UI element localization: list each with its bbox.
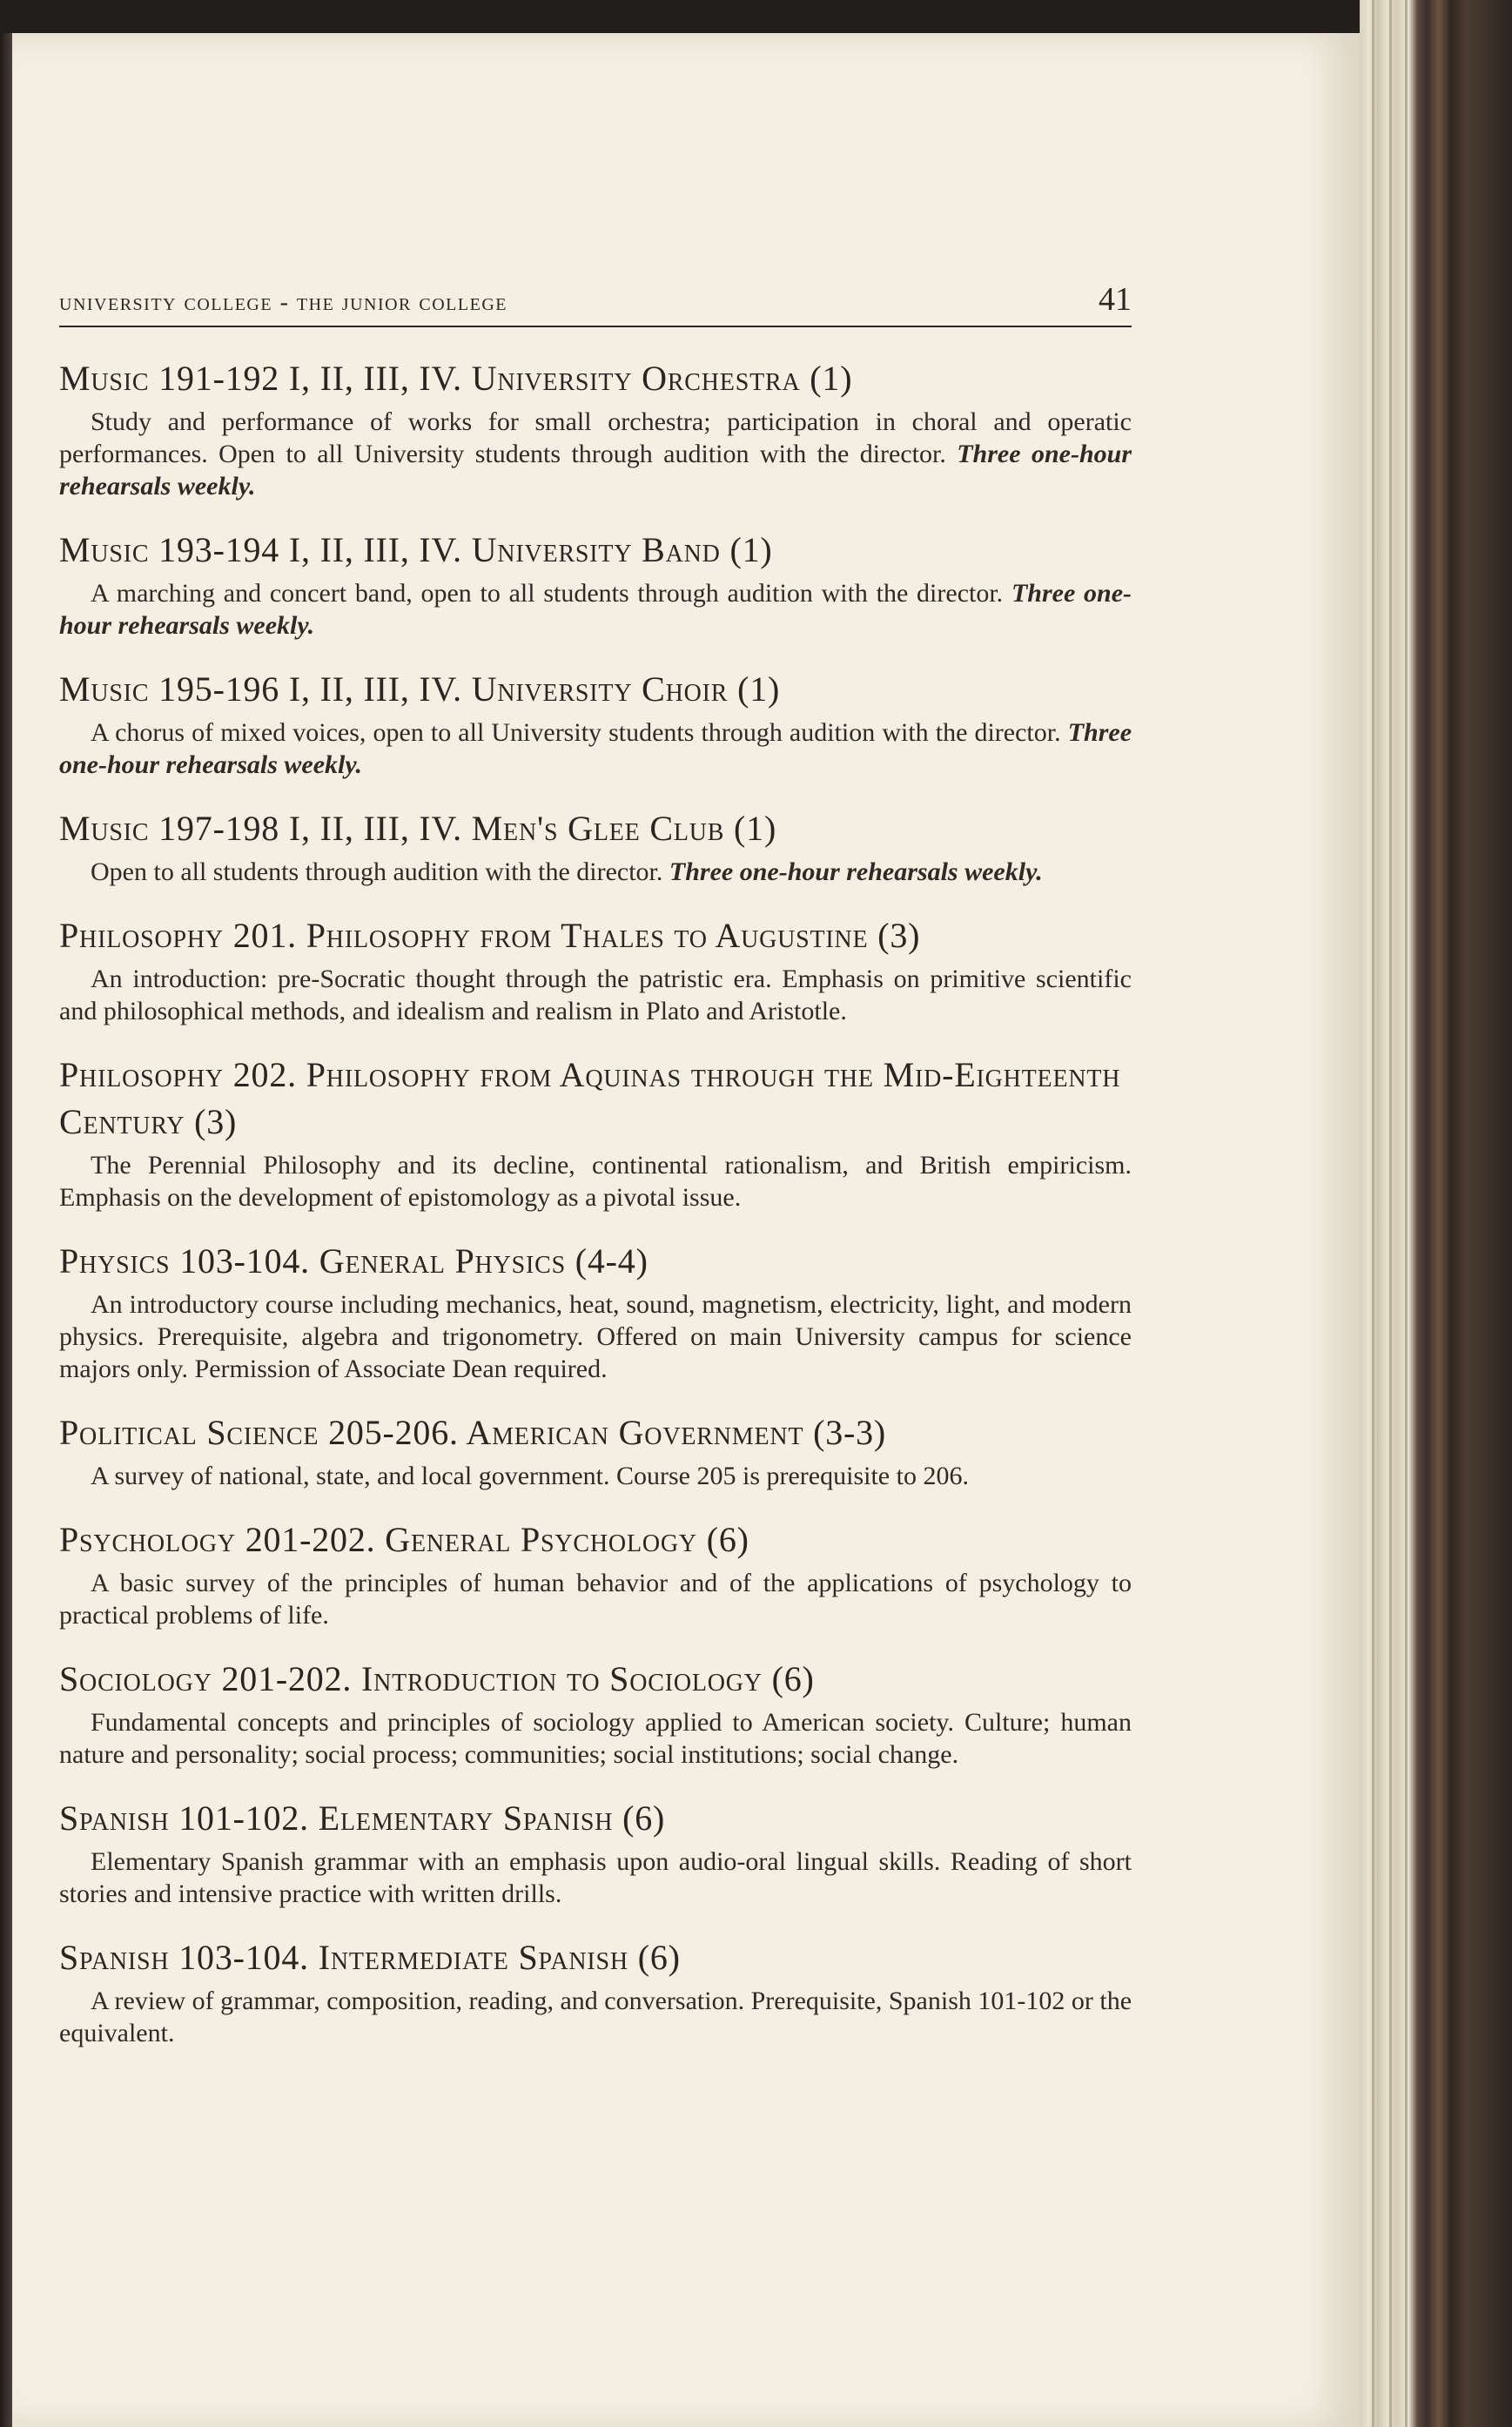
course-title xyxy=(59,666,1132,713)
course-description-text: A survey of national, state, and local government. Course 205 is prerequisite to 206. xyxy=(91,1462,969,1490)
course-credits: (3) xyxy=(877,916,921,955)
course-description xyxy=(59,963,1132,1027)
course-title xyxy=(59,1795,1132,1842)
page-header xyxy=(59,273,1132,327)
course-entry xyxy=(59,355,1132,502)
course-description-text: The Perennial Philosophy and its decline, continental rationalism, and British empiricism. Emphasis on the development of epistomology as a pivotal issue. xyxy=(59,1151,1132,1212)
course-name: University Band xyxy=(471,530,721,569)
course-description xyxy=(59,1845,1132,1910)
course-dept: Spanish xyxy=(59,1938,170,1977)
course-description xyxy=(59,406,1132,502)
course-credits: (6) xyxy=(771,1659,815,1698)
course-dept: Psychology xyxy=(59,1520,236,1559)
course-number: 201-202. xyxy=(245,1520,376,1559)
page-number: 41 xyxy=(1099,281,1132,318)
course-entry xyxy=(59,1656,1132,1771)
course-dept: Music xyxy=(59,359,150,398)
course-name: American Government xyxy=(466,1413,804,1452)
course-description-text: An introductory course including mechanics, heat, sound, magnetism, electricity, light, and modern physics. Prerequisite, algebra and trigonometry. Offered on main University campus for science majors only. Permission of Associate Dean required. xyxy=(59,1290,1132,1383)
course-description-text: A basic survey of the principles of human behavior and of the applications of psychology to practical problems of life. xyxy=(59,1569,1132,1630)
course-credits: (6) xyxy=(622,1798,666,1838)
course-credits: (6) xyxy=(637,1938,681,1977)
course-number: 202. xyxy=(232,1055,297,1094)
course-emphasis: Three one-hour rehearsals weekly. xyxy=(669,857,1043,886)
course-description-text: A review of grammar, composition, reading, and conversation. Prerequisite, Spanish 101-102 or the equivalent. xyxy=(59,1987,1132,2047)
course-description xyxy=(59,1149,1132,1214)
course-credits: (1) xyxy=(734,809,777,848)
course-emphasis: Three one-hour rehearsals weekly. xyxy=(59,718,1132,779)
course-emphasis: Three one-hour rehearsals weekly. xyxy=(59,579,1132,640)
course-dept: Physics xyxy=(59,1241,171,1281)
course-title xyxy=(59,912,1132,959)
course-name: Intermediate Spanish xyxy=(318,1938,628,1977)
course-description-text: Fundamental concepts and principles of sociology applied to American society. Culture; human nature and personality; social process; communities; social institutions; social change. xyxy=(59,1708,1132,1769)
course-entry xyxy=(59,1934,1132,2049)
course-description-text: Study and performance of works for small orchestra; participation in choral and operatic performances. Open to all University students through audition with the director. xyxy=(59,407,1132,468)
course-credits: (1) xyxy=(729,530,773,569)
course-description xyxy=(59,716,1132,781)
course-title xyxy=(59,1516,1132,1563)
course-dept: Music xyxy=(59,530,150,569)
course-title xyxy=(59,355,1132,402)
course-entry xyxy=(59,666,1132,781)
course-name: Elementary Spanish xyxy=(318,1798,614,1838)
course-listing xyxy=(59,355,1132,2074)
course-entry xyxy=(59,1795,1132,1910)
course-entry xyxy=(59,912,1132,1027)
course-credits: (1) xyxy=(737,669,781,709)
course-name: Men's Glee Club xyxy=(471,809,725,848)
course-dept: Sociology xyxy=(59,1659,212,1698)
course-description xyxy=(59,577,1132,642)
course-number: 101-102. xyxy=(178,1798,309,1838)
course-name: Introduction to Sociology xyxy=(361,1659,763,1698)
course-credits: (6) xyxy=(706,1520,749,1559)
course-description xyxy=(59,1460,1132,1492)
course-name: University Orchestra xyxy=(471,359,801,398)
course-name: Philosophy from Thales to Augustine xyxy=(306,916,869,955)
course-description-text: Elementary Spanish grammar with an emphasis upon audio-oral lingual skills. Reading of short stories and intensive practice with written drills. xyxy=(59,1847,1132,1908)
course-title xyxy=(59,1052,1132,1146)
course-emphasis: Three one-hour rehearsals weekly. xyxy=(59,440,1132,501)
course-number: 103-104. xyxy=(178,1938,309,1977)
course-title xyxy=(59,805,1132,852)
course-description-text: A marching and concert band, open to all students through audition with the director. xyxy=(91,579,1004,608)
course-description xyxy=(59,1288,1132,1385)
course-description-text: An introduction: pre-Socratic thought through the patristic era. Emphasis on primitive scientific and philosophical methods, and idealism and realism in Plato and Aristotle. xyxy=(59,965,1132,1025)
course-description xyxy=(59,856,1132,888)
course-description xyxy=(59,1567,1132,1631)
course-number: 201-202. xyxy=(221,1659,353,1698)
course-credits: (3) xyxy=(194,1102,238,1141)
course-number: 103-104. xyxy=(179,1241,310,1281)
course-entry xyxy=(59,1516,1132,1631)
course-credits: (1) xyxy=(810,359,853,398)
course-name: Philosophy from Aquinas through the Mid-Eighteenth Century xyxy=(59,1055,1121,1141)
running-head: university college - the junior college xyxy=(59,289,507,316)
course-description xyxy=(59,1706,1132,1771)
course-description-text: Open to all students through audition with the director. xyxy=(91,857,663,886)
course-title xyxy=(59,527,1132,574)
course-dept: Philosophy xyxy=(59,916,224,955)
book-spine-edge xyxy=(0,0,12,2427)
course-credits: (4-4) xyxy=(575,1241,648,1281)
course-number: 193-194 I, II, III, IV. xyxy=(158,530,462,569)
course-dept: Political Science xyxy=(59,1413,319,1452)
course-number: 191-192 I, II, III, IV. xyxy=(158,359,462,398)
book-gutter-pages xyxy=(1360,0,1512,2427)
course-description-text: A chorus of mixed voices, open to all University students through audition with the director. xyxy=(91,718,1061,747)
book-page xyxy=(12,33,1360,2427)
course-number: 201. xyxy=(232,916,297,955)
course-dept: Philosophy xyxy=(59,1055,224,1094)
course-number: 195-196 I, II, III, IV. xyxy=(158,669,462,709)
course-entry xyxy=(59,1238,1132,1385)
course-description xyxy=(59,1985,1132,2049)
course-dept: Spanish xyxy=(59,1798,170,1838)
course-title xyxy=(59,1409,1132,1456)
course-name: General Psychology xyxy=(385,1520,697,1559)
course-entry xyxy=(59,1409,1132,1492)
course-entry xyxy=(59,1052,1132,1214)
scan-top-edge xyxy=(0,0,1360,33)
course-name: General Physics xyxy=(319,1241,566,1281)
course-number: 205-206. xyxy=(328,1413,459,1452)
course-entry xyxy=(59,805,1132,888)
course-dept: Music xyxy=(59,809,150,848)
course-title xyxy=(59,1238,1132,1285)
course-entry xyxy=(59,527,1132,642)
course-dept: Music xyxy=(59,669,150,709)
course-title xyxy=(59,1934,1132,1981)
course-name: University Choir xyxy=(471,669,729,709)
course-number: 197-198 I, II, III, IV. xyxy=(158,809,462,848)
course-credits: (3-3) xyxy=(813,1413,887,1452)
course-title xyxy=(59,1656,1132,1703)
